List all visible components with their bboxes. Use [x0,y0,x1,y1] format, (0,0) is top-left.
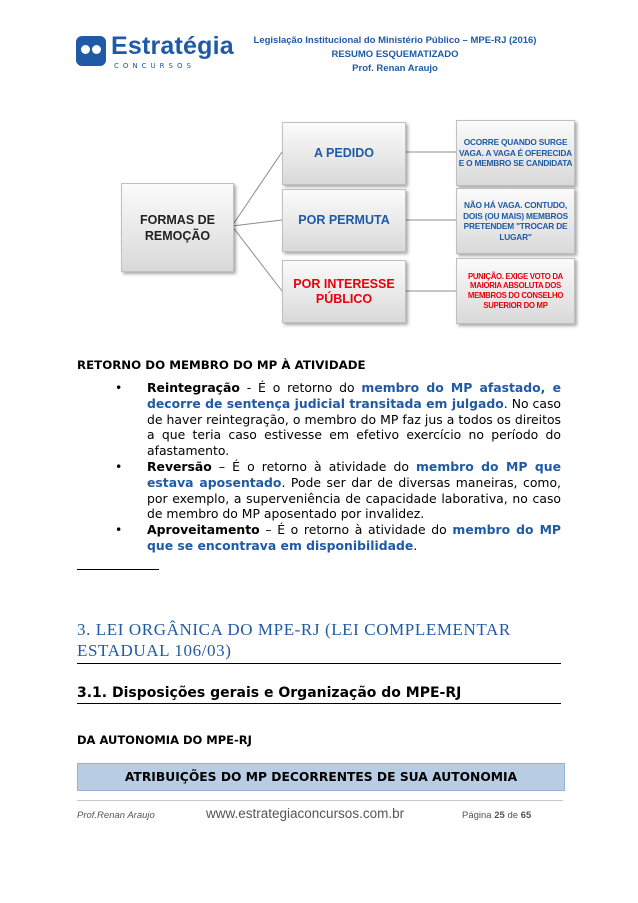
list-item [115,380,561,459]
item-highlight: membro do MP afastado, e decorre de sentença judicial transitada em julgado [147,380,561,411]
branch-interesse-publico: POR INTERESSE PÚBLICO [282,260,406,323]
branch-por-permuta: POR PERMUTA [282,189,406,252]
page-mid: de [504,810,521,821]
item-highlight: membro do MP que se encontrava em disponibilidade [147,522,562,553]
item-text: . No caso de haver reintegração, o membro do MP faz jus a todos os direitos a que teria caso estivesse em efetivo exercício no período do afastamento. [147,395,561,459]
item-highlight: membro do MP que estava aposentado [147,458,562,490]
desc-por-permuta: NÃO HÁ VAGA. CONTUDO, DOIS (OU MAIS) MEMBROS PRETENDEM "TROCAR DE LUGAR" [456,188,575,254]
item-text: . [413,537,418,553]
bullet-icon: • [115,458,123,474]
connector-line [232,152,282,226]
page-total: 65 [520,810,532,821]
item-term: Reintegração [147,380,240,395]
atribuicoes-banner: ATRIBUIÇÕES DO MP DECORRENTES DE SUA AUTONOMIA [77,763,565,791]
logo-text: Estratégia [111,32,234,60]
diagram-root-box: FORMAS DE REMOÇÃO [121,183,234,272]
section-3-1-heading: 3.1. Disposições gerais e Organização do MPE-RJ [77,685,561,704]
item-text: – É o retorno à atividade do [259,522,453,538]
section-3-heading: 3. LEI ORGÂNICA DO MPE-RJ (LEI COMPLEMENTAR ESTADUAL 106/03) [77,619,561,664]
item-text: – É o retorno à atividade do [211,458,416,474]
footer-site-link[interactable]: www.estrategiaconcursos.com.br [206,806,405,821]
branch-a-pedido: A PEDIDO [282,122,406,185]
bullet-icon: • [115,380,123,395]
page-current: 25 [494,810,505,821]
footer-author: Prof.Renan Araujo [77,810,155,821]
item-term: Reversão [147,458,212,474]
desc-a-pedido: OCORRE QUANDO SURGE VAGA. A VAGA É OFERECIDA E O MEMBRO SE CANDIDATA [456,120,575,186]
footer-page-number [462,810,531,821]
logo-subtext: CONCURSOS [114,62,195,70]
desc-interesse-publico: PUNIÇÃO. EXIGE VOTO DA MAIORIA ABSOLUTA DOS MEMBROS DO CONSELHO SUPERIOR DO MP [456,258,575,324]
item-text: - É o retorno do [239,380,362,395]
retorno-list [115,380,561,554]
footer-divider [77,800,563,801]
list-item [115,522,561,554]
bullet-icon: • [115,522,123,538]
connector-line [232,220,282,226]
connector-line [232,226,282,291]
header-subtitle: RESUMO ESQUEMATIZADO [331,49,459,60]
autonomia-heading: DA AUTONOMIA DO MPE-RJ [77,733,252,747]
item-text: . Pode ser dar de diversas maneiras, como, por exemplo, a superveniência de capacidade laborativa, no caso de membro do MP aposentado por invalidez. [147,474,561,522]
retorno-heading: RETORNO DO MEMBRO DO MP À ATIVIDADE [77,358,366,372]
item-term: Aproveitamento [147,522,260,538]
header-author: Prof. Renan Araujo [352,63,438,74]
header-title: Legislação Institucional do Ministério Público – MPE-RJ (2016) [253,35,537,46]
list-item [115,459,561,522]
separator-line [77,569,159,570]
page-prefix: Página [462,810,495,821]
